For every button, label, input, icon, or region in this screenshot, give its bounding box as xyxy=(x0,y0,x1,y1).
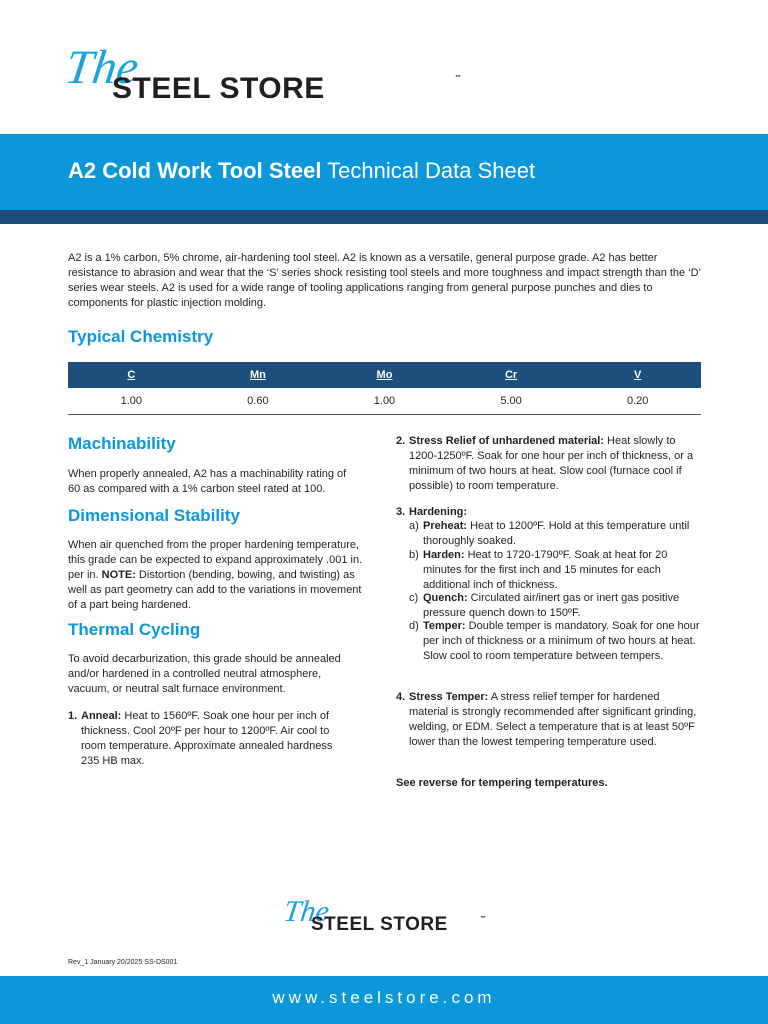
footer-logo-the: The xyxy=(281,895,332,928)
footer-band xyxy=(0,976,768,1024)
footer-website-link[interactable]: www.steelstore.com xyxy=(272,988,496,1007)
footer-logo-trademark: ™ xyxy=(480,916,486,922)
dimensional-text-a: When air quenched from the proper hardening temperature, this grade can be expected to expand approximately .001 in. per in. xyxy=(68,539,363,581)
step-hardening-number: 3. xyxy=(396,506,406,518)
chem-value-mo: 1.00 xyxy=(321,388,448,415)
dimensional-text-b: Distortion (bending, bowing, and twisting) as well as part geometry can add to the variations in movement of a part being hardened. xyxy=(68,569,362,611)
temper-letter: d) xyxy=(409,620,419,632)
chemistry-table xyxy=(68,362,701,415)
see-reverse-note: See reverse for tempering temperatures. xyxy=(396,777,608,789)
chem-header-cr: Cr xyxy=(448,362,575,388)
harden-body: Heat to 1720-1790ºF. Soak at heat for 20 minutes for the first inch and 15 minutes for each additional inch of thickness. xyxy=(423,549,668,591)
dimensional-heading: Dimensional Stability xyxy=(68,506,240,525)
thermal-heading: Thermal Cycling xyxy=(68,620,201,639)
chem-value-c: 1.00 xyxy=(68,388,195,415)
harden-label: Harden: xyxy=(423,549,465,561)
step-anneal-number: 1. xyxy=(68,710,78,722)
title-rest: Technical Data Sheet xyxy=(321,158,536,183)
machinability-heading: Machinability xyxy=(68,434,176,453)
intro-paragraph: A2 is a 1% carbon, 5% chrome, air-hardening tool steel. A2 is known as a versatile, general purpose grade. A2 has better resistance to abrasion and wear that the ‘S’ series shock resisting tool steels and more toughness and impact strength than the ‘D’ series wear steels. A2 is used for a wide range of tooling applications ranging from general purpose punches and dies to components for plastic injection molding. xyxy=(68,252,701,309)
logo-trademark: ™ xyxy=(455,75,461,81)
logo-the: The xyxy=(62,41,142,94)
chem-value-v: 0.20 xyxy=(574,388,701,415)
dimensional-note-label: NOTE: xyxy=(101,569,136,581)
revision-note: Rev_1 January 20/2025 SS-DS001 xyxy=(68,959,178,966)
step-stress-relief-body: Heat slowly to 1200-1250ºF. Soak for one hour per inch of thickness, or a minimum of two hours at heat. Slow cool (furnace cool if possible) to room temperature. xyxy=(409,435,694,492)
chemistry-value-row xyxy=(68,388,701,415)
chem-header-c: C xyxy=(68,362,195,388)
footer-logo xyxy=(281,895,494,943)
step-hardening xyxy=(396,505,702,685)
page-title xyxy=(68,158,535,184)
chem-value-cr: 5.00 xyxy=(448,388,575,415)
step-stress-relief-label: Stress Relief of unhardened material: xyxy=(409,435,604,447)
step-stress-temper-body: A stress relief temper for hardened material is strongly recommended after significant grinding, welding, or EDM. Select a temperature that is at least 50ºF lower than the lowest tempering temperature used. xyxy=(409,691,697,748)
temper-label: Temper: xyxy=(423,620,466,632)
machinability-text: When properly annealed, A2 has a machinability rating of 60 as compared with a 1% carbon steel rated at 100. xyxy=(68,468,347,495)
step-stress-temper-text xyxy=(409,690,697,750)
preheat-label: Preheat: xyxy=(423,520,468,532)
harden-letter: b) xyxy=(409,549,419,561)
step-anneal-body: Heat to 1560ºF. Soak one hour per inch of thickness. Cool 20ºF per hour to 1200ºF. Air cool to room temperature. Approximate annealed hardness 235 HB max. xyxy=(81,710,333,767)
title-bold: A2 Cold Work Tool Steel xyxy=(68,158,322,183)
chem-header-mn: Mn xyxy=(195,362,322,388)
temper-body: Double temper is mandatory. Soak for one hour per inch of thickness or a minimum of two hours at heat. Slow cool to room temperature between tempers. xyxy=(423,620,700,662)
quench-label: Quench: xyxy=(423,592,468,604)
quench-letter: c) xyxy=(409,592,419,604)
step-stress-relief-number: 2. xyxy=(396,435,406,447)
chem-header-mo: Mo xyxy=(321,362,448,388)
step-anneal-text xyxy=(81,709,351,769)
step-stress-temper-label: Stress Temper: xyxy=(409,691,489,703)
title-underband xyxy=(0,210,768,224)
chem-value-mn: 0.60 xyxy=(195,388,322,415)
title-band xyxy=(0,134,768,210)
step-stress-relief-text xyxy=(409,434,699,494)
chemistry-heading: Typical Chemistry xyxy=(68,327,214,346)
chem-header-v: V xyxy=(574,362,701,388)
preheat-body: Heat to 1200ºF. Hold at this temperature until thoroughly soaked. xyxy=(423,520,690,547)
step-stress-temper-number: 4. xyxy=(396,691,406,703)
logo-wordmark: STEEL STORE xyxy=(112,72,325,105)
step-hardening-label: Hardening: xyxy=(409,506,468,518)
preheat-letter: a) xyxy=(409,520,419,532)
thermal-text: To avoid decarburization, this grade should be annealed and/or hardened in a controlled neutral atmosphere, vacuum, or neutral salt furnace environment. xyxy=(68,653,341,695)
temper-text xyxy=(423,619,701,664)
preheat-text xyxy=(423,519,701,549)
chemistry-header-row xyxy=(68,362,701,388)
footer-logo-wordmark: STEEL STORE xyxy=(311,914,448,935)
dimensional-text xyxy=(68,538,368,613)
company-logo xyxy=(62,41,461,114)
quench-text xyxy=(423,591,701,621)
harden-text xyxy=(423,548,701,593)
step-anneal-label: Anneal: xyxy=(81,710,122,722)
quench-body: Circulated air/inert gas or inert gas positive pressure quench down to 150ºF. xyxy=(423,592,680,619)
